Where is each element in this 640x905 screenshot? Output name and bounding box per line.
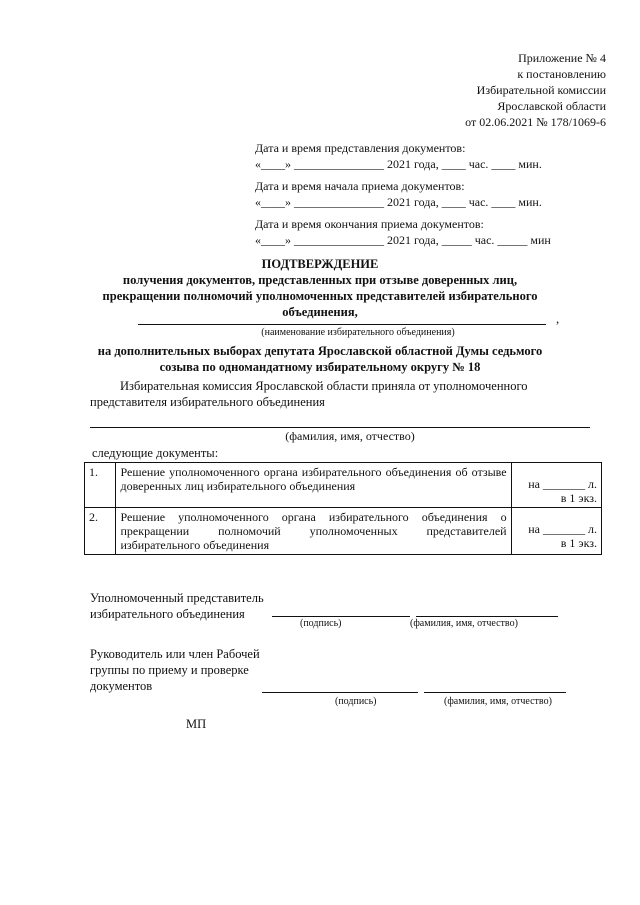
table-row: [85, 508, 602, 555]
qty-copies: в 1 экз.: [560, 536, 597, 550]
head-label-line: Руководитель или член Рабочей: [90, 647, 260, 661]
title-line: получения документов, представленных при отзыве доверенных лиц,: [122, 273, 518, 287]
title-line: объединения,: [282, 305, 358, 319]
start-value: «____» _______________ 2021 года, ____ час. ____ мин.: [255, 195, 542, 209]
head-label-line: документов: [90, 679, 153, 693]
accepted-line-2: представителя избирательного объединения: [90, 395, 325, 409]
head-signature-line: [262, 692, 418, 693]
association-name-line: [138, 324, 546, 325]
association-comma: ,: [556, 311, 560, 326]
submission-value: «____» _______________ 2021 года, ____ час. ____ мин.: [255, 157, 542, 171]
appendix-line: Приложение № 4: [518, 51, 606, 65]
accepted-line-1: Избирательная комиссия Ярославской области приняла от уполномоченного: [120, 379, 528, 393]
doc-quantity: [511, 463, 601, 508]
title-heading: ПОДТВЕРЖДЕНИЕ: [261, 257, 379, 271]
representative-block: [90, 590, 264, 622]
rep-signature-line: [272, 616, 410, 617]
title-line: прекращении полномочий уполномоченных представителей избирательного: [102, 289, 538, 303]
association-caption: (наименование избирательного объединения): [261, 327, 455, 338]
fio-line: [90, 427, 590, 428]
end-label: Дата и время окончания приема документов:: [255, 217, 484, 231]
rep-label-line: Уполномоченный представитель: [90, 591, 264, 605]
qty-sheets: на _______ л.: [528, 477, 597, 491]
appendix-line: Ярославской области: [497, 99, 606, 113]
dates-block: [255, 140, 585, 248]
end-value: «____» _______________ 2021 года, _____ час. _____ мин: [255, 233, 551, 247]
head-fio-line: [424, 692, 566, 693]
following-docs: следующие документы:: [92, 446, 219, 460]
document-title: [80, 256, 560, 320]
elections-line: на дополнительных выборах депутата Ярославской областной Думы седьмого: [97, 344, 543, 358]
doc-text: Решение уполномоченного органа избирательного объединения о прекращении полномочий уполномоченных представителей избирательного объединения: [116, 508, 511, 555]
qty-sheets: на _______ л.: [528, 522, 597, 536]
doc-quantity: [511, 508, 601, 555]
rep-fio-line: [416, 616, 558, 617]
table-row: [85, 463, 602, 508]
start-label: Дата и время начала приема документов:: [255, 179, 465, 193]
stamp-label: МП: [186, 717, 207, 731]
doc-number: 1.: [85, 463, 116, 508]
appendix-line: к постановлению: [517, 67, 606, 81]
fio-caption: (фамилия, имя, отчество): [285, 429, 415, 443]
rep-sign-caption: (подпись): [300, 618, 342, 629]
rep-fio-caption: (фамилия, имя, отчество): [410, 618, 518, 629]
appendix-line: Избирательной комиссии: [476, 83, 606, 97]
rep-label-line: избирательного объединения: [90, 607, 245, 621]
elections-line: созыва по одномандатному избирательному округу № 18: [159, 360, 481, 374]
documents-table: [84, 462, 602, 555]
head-sign-caption: (подпись): [335, 696, 377, 707]
head-label-line: группы по приему и проверке: [90, 663, 249, 677]
head-block: [90, 646, 260, 694]
qty-copies: в 1 экз.: [560, 491, 597, 505]
appendix-line: от 02.06.2021 № 178/1069-6: [465, 115, 606, 129]
head-fio-caption: (фамилия, имя, отчество): [444, 696, 552, 707]
doc-number: 2.: [85, 508, 116, 555]
doc-text: Решение уполномоченного органа избирательного объединения об отзыве доверенных лиц избирательного объединения: [116, 463, 511, 508]
appendix-header: [465, 50, 606, 130]
submission-label: Дата и время представления документов:: [255, 141, 466, 155]
elections-title: [80, 343, 560, 375]
